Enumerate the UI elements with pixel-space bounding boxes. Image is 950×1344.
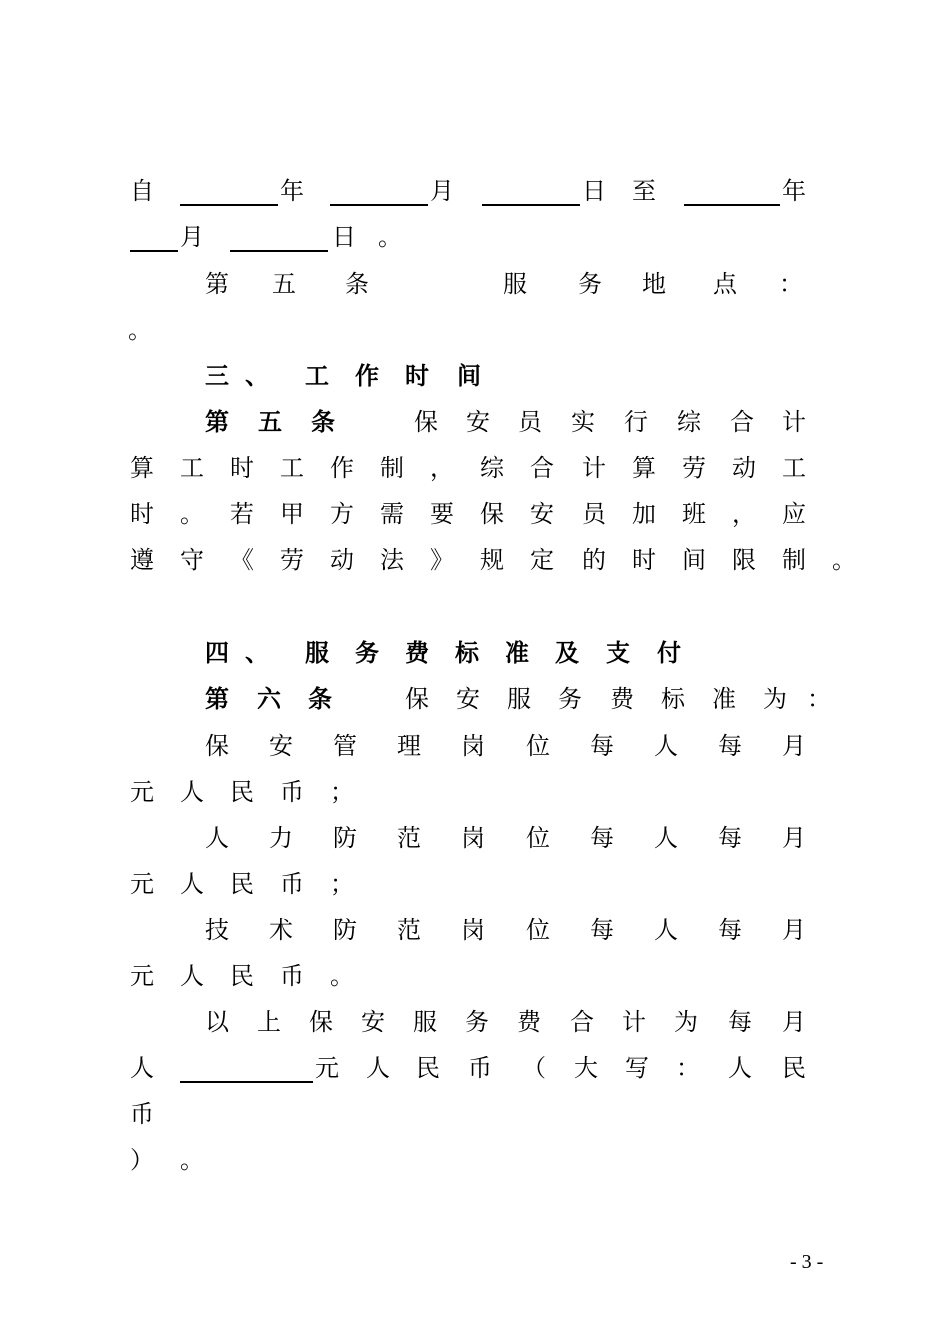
text-char: 动 xyxy=(732,454,756,482)
text-char: 合 xyxy=(730,408,754,436)
text-char: 行 xyxy=(624,408,648,436)
blank-underline xyxy=(180,1081,313,1083)
text-char: 综 xyxy=(677,408,701,436)
text-char: 每 xyxy=(718,824,742,852)
text-char: 民 xyxy=(416,1054,440,1082)
text-char: 人 xyxy=(180,870,204,898)
text-char: 时 xyxy=(230,454,254,482)
text-char: 月 xyxy=(782,732,806,760)
text-char: 工 xyxy=(782,454,806,482)
text-char: 标 xyxy=(455,638,479,667)
text-char: 月 xyxy=(782,916,806,944)
text-char: 日 xyxy=(582,177,606,205)
text-char: 术 xyxy=(269,916,293,944)
page-number: - 3 - xyxy=(790,1251,824,1273)
text-char: 安 xyxy=(269,732,293,760)
blank-underline xyxy=(180,204,278,206)
text-char: 若 xyxy=(230,500,254,528)
text-char: 计 xyxy=(622,1008,646,1036)
text-char: 、 xyxy=(245,638,269,667)
text-char: 元 xyxy=(130,870,154,898)
text-char: 条 xyxy=(311,407,335,436)
text-char: 位 xyxy=(526,916,550,944)
text-char: 岗 xyxy=(461,916,485,944)
text-char: 三 xyxy=(205,361,229,390)
text-char: 时 xyxy=(405,361,429,390)
text-char: 。 xyxy=(128,316,152,344)
blank-underline xyxy=(482,204,580,206)
text-char: 年 xyxy=(280,177,304,205)
text-char: 元 xyxy=(130,962,154,990)
text-char: 安 xyxy=(530,500,554,528)
text-char: 币 xyxy=(280,870,304,898)
text-char: 劳 xyxy=(280,546,304,574)
text-char: 服 xyxy=(503,270,527,298)
text-char: 安 xyxy=(456,685,480,713)
text-char: 算 xyxy=(632,454,656,482)
text-char: 月 xyxy=(782,824,806,852)
text-char: ： xyxy=(779,270,803,298)
text-char: 方 xyxy=(330,500,354,528)
text-char: 币 xyxy=(280,778,304,806)
text-char: 《 xyxy=(230,546,254,574)
text-char: 。 xyxy=(180,1146,204,1174)
text-char: 遵 xyxy=(130,546,154,574)
text-line xyxy=(0,1007,950,1053)
text-line xyxy=(0,915,950,961)
text-char: 综 xyxy=(480,454,504,482)
text-char: 实 xyxy=(571,408,595,436)
text-line xyxy=(0,869,950,915)
text-char: 安 xyxy=(466,408,490,436)
text-char: 保 xyxy=(480,500,504,528)
text-line xyxy=(0,1053,950,1099)
text-char: 工 xyxy=(280,454,304,482)
text-char: 合 xyxy=(530,454,554,482)
text-line xyxy=(0,823,950,869)
text-line xyxy=(0,731,950,777)
text-line xyxy=(0,1145,950,1191)
text-char: 准 xyxy=(712,685,736,713)
text-line xyxy=(0,638,950,684)
text-char: 作 xyxy=(330,454,354,482)
text-char: 付 xyxy=(657,638,681,667)
text-char: 第 xyxy=(205,270,229,298)
text-char: 管 xyxy=(333,732,357,760)
text-char: 民 xyxy=(782,1054,806,1082)
blank-underline xyxy=(130,250,178,252)
text-line xyxy=(0,407,950,453)
text-char: 及 xyxy=(555,638,579,667)
text-char: 每 xyxy=(728,1008,752,1036)
text-char: 民 xyxy=(230,962,254,990)
text-char: 点 xyxy=(713,270,737,298)
text-char: 币 xyxy=(468,1054,492,1082)
text-line xyxy=(0,684,950,730)
blank-underline xyxy=(330,204,428,206)
text-char: 币 xyxy=(130,1100,154,1128)
text-char: 范 xyxy=(397,916,421,944)
text-char: 日 xyxy=(332,223,356,251)
blank-underline xyxy=(230,250,328,252)
text-char: 六 xyxy=(257,684,281,713)
text-char: ； xyxy=(330,870,354,898)
text-char: 币 xyxy=(280,962,304,990)
text-char: 。 xyxy=(378,223,402,251)
text-char: 准 xyxy=(505,638,529,667)
text-char: 人 xyxy=(728,1054,752,1082)
text-char: 保 xyxy=(309,1008,333,1036)
text-char: 保 xyxy=(414,408,438,436)
text-line xyxy=(0,545,950,591)
text-char: 人 xyxy=(654,916,678,944)
text-char: 计 xyxy=(582,454,606,482)
text-char: 每 xyxy=(590,732,614,760)
text-char: 服 xyxy=(507,685,531,713)
text-char: 人 xyxy=(654,732,678,760)
text-char: 人 xyxy=(205,824,229,852)
text-char: 条 xyxy=(345,270,369,298)
text-char: 年 xyxy=(782,177,806,205)
text-char: 人 xyxy=(180,962,204,990)
text-line xyxy=(0,777,950,823)
text-char: 务 xyxy=(558,685,582,713)
text-char: 月 xyxy=(180,223,204,251)
text-char: 间 xyxy=(457,361,481,390)
text-char: 制 xyxy=(380,454,404,482)
text-char: 制 xyxy=(782,546,806,574)
text-line xyxy=(0,499,950,545)
text-char: 四 xyxy=(205,638,229,667)
text-char: 间 xyxy=(682,546,706,574)
text-char: 自 xyxy=(130,177,154,205)
text-char: 规 xyxy=(480,546,504,574)
text-char: ； xyxy=(330,778,354,806)
text-line xyxy=(0,222,950,268)
text-char: 每 xyxy=(718,732,742,760)
text-char: 限 xyxy=(732,546,756,574)
text-char: 时 xyxy=(130,500,154,528)
text-char: 民 xyxy=(230,778,254,806)
text-char: 员 xyxy=(582,500,606,528)
text-char: 月 xyxy=(430,177,454,205)
text-char: 、 xyxy=(245,361,269,390)
text-char: 劳 xyxy=(682,454,706,482)
text-line xyxy=(0,269,950,315)
text-char: 的 xyxy=(582,546,606,574)
text-char: 地 xyxy=(642,270,666,298)
text-char: ： xyxy=(807,685,831,713)
text-char: ） xyxy=(130,1146,154,1174)
text-char: 费 xyxy=(610,685,634,713)
text-char: 守 xyxy=(180,546,204,574)
text-char: 民 xyxy=(230,870,254,898)
text-char: 作 xyxy=(355,361,379,390)
text-char: 每 xyxy=(590,824,614,852)
text-char: 为 xyxy=(763,685,787,713)
text-char: 大 xyxy=(574,1054,598,1082)
text-char: 动 xyxy=(330,546,354,574)
text-char: 计 xyxy=(782,408,806,436)
text-char: 。 xyxy=(832,546,856,574)
text-char: 条 xyxy=(308,684,332,713)
text-char: 服 xyxy=(413,1008,437,1036)
text-char: 法 xyxy=(380,546,404,574)
text-line xyxy=(0,961,950,1007)
text-char: 员 xyxy=(518,408,542,436)
text-char: 位 xyxy=(526,732,550,760)
text-line xyxy=(0,361,950,407)
text-char: 范 xyxy=(397,824,421,852)
text-char: 人 xyxy=(180,778,204,806)
blank-underline xyxy=(684,204,780,206)
text-char: ， xyxy=(732,500,756,528)
text-line xyxy=(0,315,950,361)
text-char: 每 xyxy=(718,916,742,944)
text-char: 务 xyxy=(465,1008,489,1036)
text-char: 人 xyxy=(130,1054,154,1082)
text-char: 月 xyxy=(782,1008,806,1036)
text-char: 技 xyxy=(205,916,229,944)
text-char: 理 xyxy=(397,732,421,760)
text-char: 岗 xyxy=(461,824,485,852)
text-char: 保 xyxy=(405,685,429,713)
text-char: 人 xyxy=(654,824,678,852)
text-char: 服 xyxy=(305,638,329,667)
text-char: 时 xyxy=(632,546,656,574)
text-char: 需 xyxy=(380,500,404,528)
text-line xyxy=(0,176,950,222)
text-char: 务 xyxy=(578,270,602,298)
text-char: 防 xyxy=(333,916,357,944)
text-char: 标 xyxy=(661,685,685,713)
text-char: 保 xyxy=(205,732,229,760)
text-char: 工 xyxy=(180,454,204,482)
text-char: 应 xyxy=(782,500,806,528)
text-line xyxy=(0,453,950,499)
text-char: 以 xyxy=(205,1008,229,1036)
text-char: 定 xyxy=(530,546,554,574)
text-char: （ xyxy=(522,1054,546,1082)
text-char: 岗 xyxy=(461,732,485,760)
text-char: 安 xyxy=(361,1008,385,1036)
text-char: 甲 xyxy=(280,500,304,528)
text-char: ， xyxy=(430,454,454,482)
text-char: 》 xyxy=(430,546,454,574)
text-char: 支 xyxy=(606,638,630,667)
text-char: 五 xyxy=(258,407,282,436)
text-char: 元 xyxy=(315,1054,339,1082)
text-char: 算 xyxy=(130,454,154,482)
text-char: 工 xyxy=(305,361,329,390)
text-line xyxy=(0,1099,950,1145)
text-char: 写 xyxy=(625,1054,649,1082)
text-char: 务 xyxy=(355,638,379,667)
text-char: 力 xyxy=(269,824,293,852)
text-char: 第 xyxy=(205,684,229,713)
text-char: 第 xyxy=(205,407,229,436)
text-char: 。 xyxy=(330,962,354,990)
text-char: 为 xyxy=(674,1008,698,1036)
text-char: 至 xyxy=(632,177,656,205)
text-char: 元 xyxy=(130,778,154,806)
text-char: 费 xyxy=(405,638,429,667)
text-char: 防 xyxy=(333,824,357,852)
text-char: 五 xyxy=(272,270,296,298)
text-char: 每 xyxy=(590,916,614,944)
text-char: 加 xyxy=(632,500,656,528)
text-char: 人 xyxy=(366,1054,390,1082)
text-char: 班 xyxy=(682,500,706,528)
text-char: 位 xyxy=(526,824,550,852)
text-char: 合 xyxy=(570,1008,594,1036)
text-char: ： xyxy=(676,1054,700,1082)
text-char: 上 xyxy=(257,1008,281,1036)
text-char: 要 xyxy=(430,500,454,528)
text-char: 。 xyxy=(180,500,204,528)
text-char: 费 xyxy=(517,1008,541,1036)
